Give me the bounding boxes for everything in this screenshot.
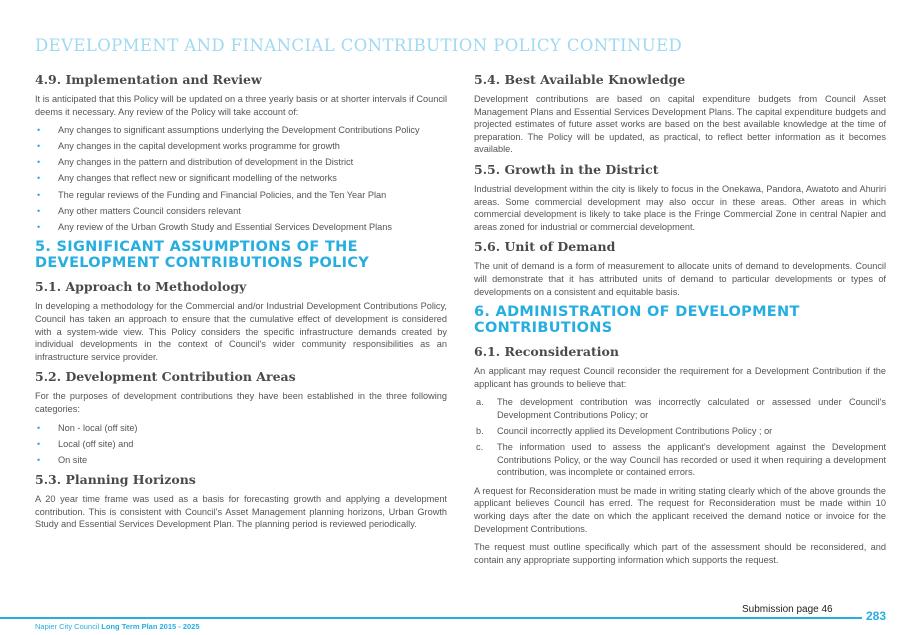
list-marker: b. xyxy=(476,426,484,436)
section-5-3-text: A 20 year time frame was used as a basis for forecasting growth and applying a development contribution. This is consistent with Council's Asset Management planning horizons, Urban Growth Study and Essential Services Development Plan. The planning period is reviewed periodically. xyxy=(35,494,447,530)
section-5-2-text: For the purposes of development contributions they have been established in the three following categories: xyxy=(35,391,447,414)
page-header: DEVELOPMENT AND FINANCIAL CONTRIBUTION POLICY CONTINUED xyxy=(35,36,683,55)
section-5-4-title: 5.4. Best Available Knowledge xyxy=(474,72,686,87)
submission-page-label: Submission page 46 xyxy=(742,604,833,615)
section-6-1-paragraph-2: A request for Reconsideration must be made in writing stating clearly which of the above grounds the applicant believes Council has erred. The request for Reconsideration must be made within 10 working days after the date on which the applicant received the demand notice or invoice for the Development Contributions. xyxy=(474,485,886,534)
footer-org: Napier City Council xyxy=(35,622,100,631)
section-5-3-title: 5.3. Planning Horizons xyxy=(35,472,196,488)
list-marker: a. xyxy=(476,397,484,408)
list-item: • Any changes in the capital development works programme for growth xyxy=(35,140,447,153)
section-5-heading: 5. SIGNIFICANT ASSUMPTIONS OF THE DEVELOPMENT CONTRIBUTIONS POLICY xyxy=(35,239,370,272)
section-6-heading: 6. ADMINISTRATION OF DEVELOPMENT CONTRIBUTIONS xyxy=(474,304,800,337)
list-item xyxy=(474,425,886,438)
list-item: • Any changes that reflect new or significant modelling of the networks xyxy=(35,172,447,185)
left-column xyxy=(35,72,447,537)
section-5-5-text: Industrial development within the city is likely to focus in the Onekawa, Pandora, Awatoto and Ahuriri areas. Some commercial development may also occur in these areas. Other areas in which commercial development is likely to take place is the Fringe Commercial Zone in central Napier and areas zoned for industrial or commercial development. xyxy=(474,183,886,232)
list-item-text: The development contribution was incorrectly calculated or assessed under Council's Development Contributions Policy; or xyxy=(497,397,886,420)
section-6-1-title: 6.1. Reconsideration xyxy=(474,344,619,360)
section-5-6-text: The unit of demand is a form of measurement to allocate units of demand to developments. Council will demonstrate that it has attributed units of demand to particular developments or types of developments on a consistent and equitable basis. xyxy=(474,261,886,297)
section-5-1-title: 5.1. Approach to Methodology xyxy=(35,279,247,295)
section-5-1-text: In developing a methodology for the Commercial and/or Industrial Development Contributions Policy, Council has taken an approach to ensure that the cumulative effect of development is considered with a system-wide view. This Policy considers the specific infrastructure demands created by individual developments in the context of Council's wider community responsibilities as an infrastructure service provider. xyxy=(35,301,447,362)
list-item: • Any changes in the pattern and distribution of development in the District xyxy=(35,156,447,169)
list-item: • Non - local (off site) xyxy=(35,422,447,435)
section-5-6-title: 5.6. Unit of Demand xyxy=(474,239,616,255)
footer-rule xyxy=(0,617,862,619)
section-6-1-paragraph-3: The request must outline specifically which part of the assessment should be reconsidered, and contain any appropriate supporting information which supports the request. xyxy=(474,542,886,565)
section-5-2-list xyxy=(35,422,447,467)
section-5-2-title: 5.2. Development Contribution Areas xyxy=(35,369,296,385)
list-item: • Local (off site) and xyxy=(35,438,447,451)
list-item xyxy=(474,441,886,479)
list-item: • Any review of the Urban Growth Study and Essential Services Development Plans xyxy=(35,221,447,234)
footer-plan: Long Term Plan 2015 - 2025 xyxy=(101,622,200,631)
list-item xyxy=(474,396,886,421)
section-4-9-list xyxy=(35,124,447,233)
footer-title xyxy=(35,622,200,631)
section-6-1-intro: An applicant may request Council reconsider the requirement for a Development Contribution if the applicant has grounds to believe that: xyxy=(474,366,886,389)
list-item-text: The information used to assess the applicant's development against the Development Contributions Policy, or the way Council has recorded or used it when requiring a development contribution, was incomplete or contained errors. xyxy=(497,442,886,478)
section-4-9-intro: It is anticipated that this Policy will be updated on a three yearly basis or at shorter intervals if Council deems it necessary. Any review of the Policy will take account of: xyxy=(35,94,447,117)
right-column xyxy=(474,72,886,572)
section-6-1-list xyxy=(474,396,886,479)
list-item: • On site xyxy=(35,454,447,467)
section-5-5-title: 5.5. Growth in the District xyxy=(474,161,659,177)
section-4-9-title: 4.9. Implementation and Review xyxy=(35,72,262,87)
list-item: • Any other matters Council considers relevant xyxy=(35,205,447,218)
list-item-text: Council incorrectly applied its Development Contributions Policy ; or xyxy=(497,426,773,436)
page-number: 283 xyxy=(866,609,887,623)
list-item: • The regular reviews of the Funding and Financial Policies, and the Ten Year Plan xyxy=(35,189,447,202)
section-5-4-text: Development contributions are based on capital expenditure budgets from Council Asset Management Plans and Essential Services Development Plans. The capital expenditure budgets and projected estimates of future asset works are based on the best available knowledge at the time of preparation. The Policy will be updated, as practical, to reflect better information as it becomes available. xyxy=(474,94,886,155)
list-item: • Any changes to significant assumptions underlying the Development Contributions Policy xyxy=(35,124,447,137)
list-marker: c. xyxy=(476,442,484,453)
